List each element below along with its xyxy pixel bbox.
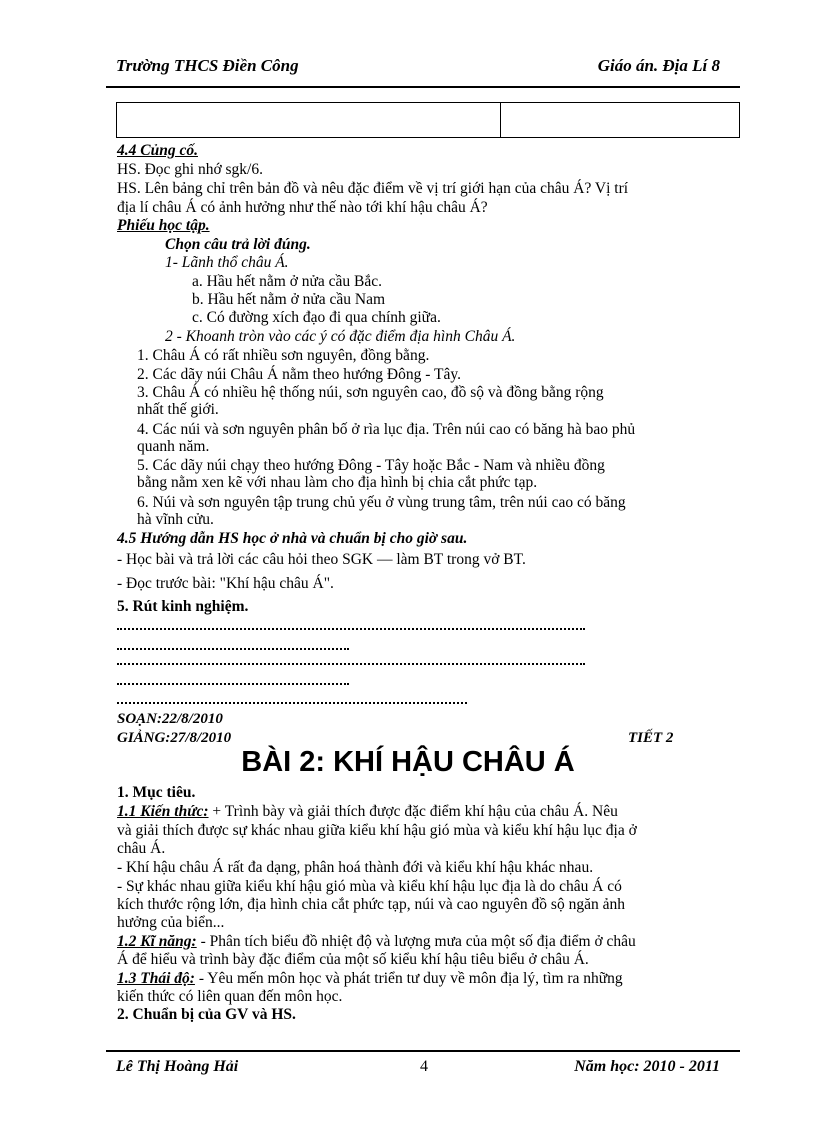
knowledge-label: 1.1 Kiến thức: bbox=[117, 803, 209, 820]
paragraph: - Đọc trước bài: "Khí hậu châu Á". bbox=[117, 575, 334, 592]
paragraph: châu Á. bbox=[117, 840, 166, 857]
paragraph: Á để hiểu và trình bày đặc điểm của một số kiểu khí hậu tiêu biểu ở châu Á. bbox=[117, 951, 589, 968]
lesson-title: BÀI 2: KHÍ HẬU CHÂU Á bbox=[241, 746, 575, 778]
giang-date: GIẢNG:27/8/2010 bbox=[117, 730, 232, 746]
header-school: Trường THCS Điền Công bbox=[116, 56, 299, 75]
page-number: 4 bbox=[420, 1058, 428, 1075]
objectives-heading: 1. Mục tiêu. bbox=[117, 784, 196, 801]
option-a: a. Hầu hết nằm ở nửa cầu Bắc. bbox=[192, 273, 383, 290]
section-4-4-heading: 4.4 Củng cố. bbox=[117, 142, 198, 159]
footer-rule bbox=[106, 1050, 740, 1052]
knowledge-line bbox=[117, 803, 618, 820]
skills-line bbox=[117, 933, 636, 950]
paragraph: HS. Lên bảng chỉ trên bản đồ và nêu đặc điểm về vị trí giới hạn của châu Á? Vị trí bbox=[117, 180, 629, 197]
question-1: 1- Lãnh thổ châu Á. bbox=[165, 254, 289, 271]
carryover-table bbox=[116, 102, 740, 138]
item-6: 6. Núi và sơn nguyên tập trung chủ yếu ở vùng trung tâm, trên núi cao có băng bbox=[137, 494, 626, 511]
section-5-heading: 5. Rút kinh nghiệm. bbox=[117, 598, 249, 615]
question-2: 2 - Khoanh tròn vào các ý có đặc điểm địa hình Châu Á. bbox=[165, 328, 516, 345]
skills-text: - Phân tích biểu đồ nhiệt độ và lượng mưa của một số địa điểm ở châu bbox=[196, 933, 636, 950]
section-4-5-heading: 4.5 Hướng dẫn HS học ở nhà và chuẩn bị cho giờ sau. bbox=[117, 530, 468, 547]
item-1: 1. Châu Á có rất nhiều sơn nguyên, đồng bằng. bbox=[137, 347, 430, 364]
item-4: 4. Các núi và sơn nguyên phân bố ở rìa lục địa. Trên núi cao có băng hà bao phủ bbox=[137, 421, 636, 438]
attitude-line bbox=[117, 970, 623, 987]
item-5: 5. Các dãy núi chạy theo hướng Đông - Tây hoặc Bắc - Nam và nhiều đồng bbox=[137, 457, 605, 474]
option-b: b. Hầu hết nằm ở nửa cầu Nam bbox=[192, 291, 386, 308]
item-3-cont: nhất thế giới. bbox=[137, 401, 219, 418]
dotted-line bbox=[117, 702, 467, 704]
attitude-text: - Yêu mến môn học và phát triển tư duy về môn địa lý, tìm ra những bbox=[194, 970, 623, 987]
paragraph: kích thước rộng lớn, địa hình chia cắt phức tạp, núi và cao nguyên đồ sộ ngăn ảnh bbox=[117, 896, 625, 913]
item-3: 3. Châu Á có nhiều hệ thống núi, sơn nguyên cao, đồ sộ và đồng bằng rộng bbox=[137, 384, 604, 401]
table-cell-right bbox=[501, 103, 740, 138]
item-4-cont: quanh năm. bbox=[137, 438, 210, 455]
dotted-line bbox=[117, 663, 585, 665]
soan-date: SOẠN:22/8/2010 bbox=[117, 711, 223, 727]
skills-label: 1.2 Kĩ năng: bbox=[117, 933, 197, 950]
paragraph: - Sự khác nhau giữa kiểu khí hậu gió mùa và kiểu khí hậu lục địa là do châu Á có bbox=[117, 878, 622, 895]
paragraph: HS. Đọc ghi nhớ sgk/6. bbox=[117, 161, 263, 178]
preparation-heading: 2. Chuẩn bị của GV và HS. bbox=[117, 1006, 296, 1023]
item-6-cont: hà vĩnh cửu. bbox=[137, 511, 214, 528]
header-rule bbox=[106, 86, 740, 88]
paragraph: - Học bài và trả lời các câu hỏi theo SGK — làm BT trong vở BT. bbox=[117, 551, 526, 568]
paragraph: kiến thức có liên quan đến môn học. bbox=[117, 988, 343, 1005]
option-c: c. Có đường xích đạo đi qua chính giữa. bbox=[192, 309, 441, 326]
paragraph: và giải thích được sự khác nhau giữa kiểu khí hậu gió mùa và kiểu khí hậu lục địa ở bbox=[117, 822, 637, 839]
tiet-number: TIẾT 2 bbox=[628, 730, 674, 746]
paragraph: - Khí hậu châu Á rất đa dạng, phân hoá thành đới và kiểu khí hậu khác nhau. bbox=[117, 859, 594, 876]
dotted-line bbox=[117, 683, 349, 685]
worksheet-title: Phiếu học tập. bbox=[117, 217, 210, 234]
footer-author: Lê Thị Hoàng Hải bbox=[116, 1058, 239, 1075]
table-cell-left bbox=[117, 103, 501, 138]
paragraph: địa lí châu Á có ảnh hưởng như thế nào tới khí hậu châu Á? bbox=[117, 199, 488, 216]
header-subject: Giáo án. Địa Lí 8 bbox=[597, 56, 720, 75]
worksheet-instruction: Chọn câu trả lời đúng. bbox=[165, 236, 311, 253]
attitude-label: 1.3 Thái độ: bbox=[117, 970, 195, 987]
paragraph: hưởng của biển... bbox=[117, 914, 225, 931]
item-2: 2. Các dãy núi Châu Á nằm theo hướng Đông - Tây. bbox=[137, 366, 461, 383]
dotted-line bbox=[117, 648, 349, 650]
dotted-line bbox=[117, 628, 585, 630]
knowledge-text: + Trình bày và giải thích được đặc điểm khí hậu của châu Á. Nêu bbox=[208, 803, 618, 820]
footer-year: Năm học: 2010 - 2011 bbox=[574, 1058, 720, 1075]
item-5-cont: bằng nằm xen kẽ với nhau làm cho địa hình bị chia cắt phức tạp. bbox=[137, 474, 538, 491]
